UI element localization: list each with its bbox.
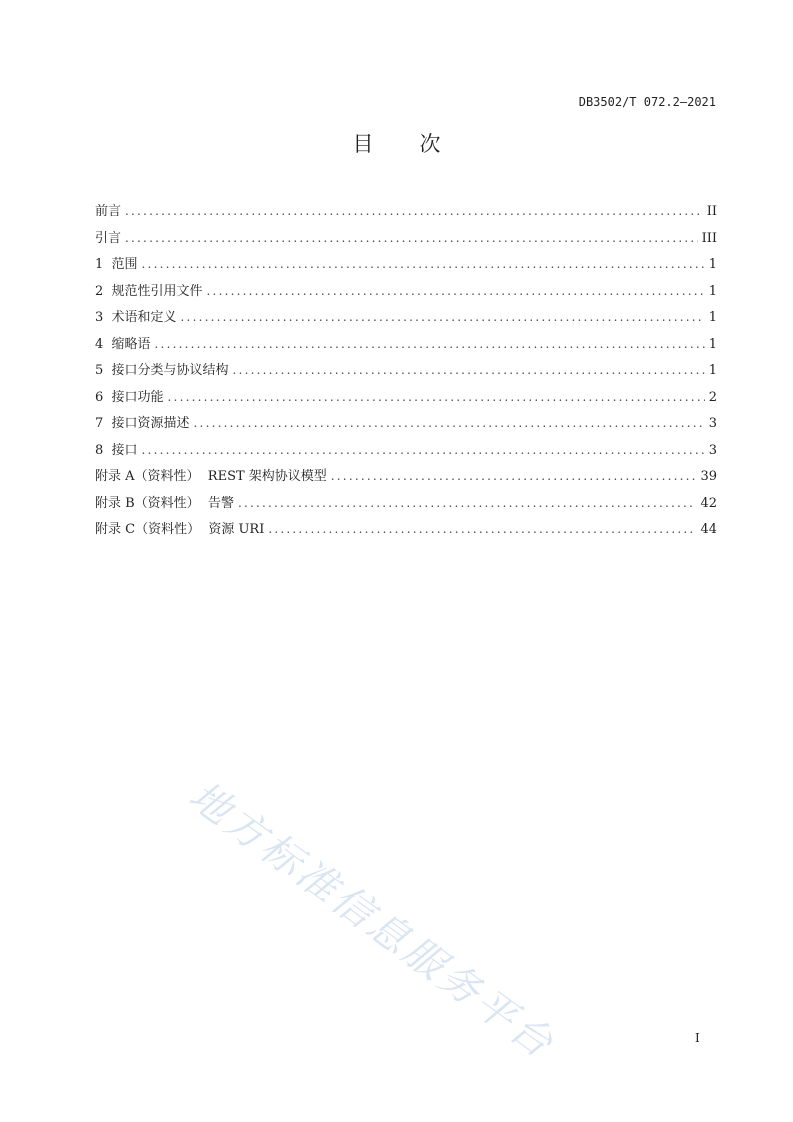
toc-entry-label: 附录 A（资料性） REST 架构协议模型 [95,469,327,484]
toc-leader [125,201,703,221]
toc-entry[interactable] [95,201,717,228]
toc-leader [207,281,705,301]
toc-entry[interactable] [95,387,717,414]
toc-leader [155,334,705,354]
watermark: 地方标准信息服务平台 [180,772,564,1069]
toc-entry[interactable] [95,440,717,467]
toc-entry-page: 44 [700,522,717,537]
toc-entry-label: 附录 B（资料性） 告警 [95,495,234,511]
toc-leader [181,307,705,327]
toc-leader [168,387,705,407]
toc-entry[interactable] [95,466,717,493]
toc-leader [194,413,705,433]
toc-entry-label: 2 规范性引用文件 [95,283,203,299]
toc-entry-page: 3 [708,416,717,431]
toc-entry-label: 引言 [95,230,122,246]
toc-leader [233,360,705,380]
toc-entry-page: 3 [708,442,717,458]
toc-entry[interactable] [95,228,717,255]
toc-leader [268,519,696,539]
toc-entry-label: 附录 C（资料性） 资源 URI [95,522,265,537]
table-of-contents [95,201,717,546]
toc-entry-page: 1 [708,363,717,378]
toc-entry[interactable] [95,493,717,520]
title-char-1: 目 [352,132,374,156]
toc-leader [125,228,698,248]
toc-entry-label: 4 缩略语 [95,336,151,352]
toc-entry[interactable] [95,334,717,361]
toc-leader [331,466,697,486]
toc-entry-page: 1 [708,336,717,352]
toc-entry-label: 5 接口分类与协议结构 [95,363,229,378]
toc-entry-label: 前言 [95,204,122,219]
title-char-2: 次 [419,132,441,156]
toc-entry[interactable] [95,307,717,334]
toc-entry[interactable] [95,254,717,281]
toc-entry[interactable] [95,519,717,546]
toc-entry-page: 42 [700,495,717,511]
page-number: I [695,1031,700,1045]
toc-leader [238,493,697,513]
toc-entry-label: 8 接口 [95,442,138,458]
toc-entry-page: III [701,230,717,246]
toc-leader [142,440,705,460]
toc-entry-page: 1 [708,310,717,325]
toc-entry-label: 6 接口功能 [95,389,164,405]
toc-entry-page: 2 [708,389,717,405]
page-title [0,128,793,158]
toc-entry-page: 1 [708,257,717,272]
document-code: DB3502/T 072.2—2021 [578,95,716,109]
toc-entry-label: 3 术语和定义 [95,310,177,325]
toc-entry-label: 1 范围 [95,257,138,272]
toc-entry-page: 1 [708,283,717,299]
toc-entry[interactable] [95,281,717,308]
toc-entry[interactable] [95,413,717,440]
toc-leader [142,254,705,274]
toc-entry-label: 7 接口资源描述 [95,416,190,431]
toc-entry-page: 39 [700,469,717,484]
toc-entry-page: II [706,204,717,219]
toc-entry[interactable] [95,360,717,387]
